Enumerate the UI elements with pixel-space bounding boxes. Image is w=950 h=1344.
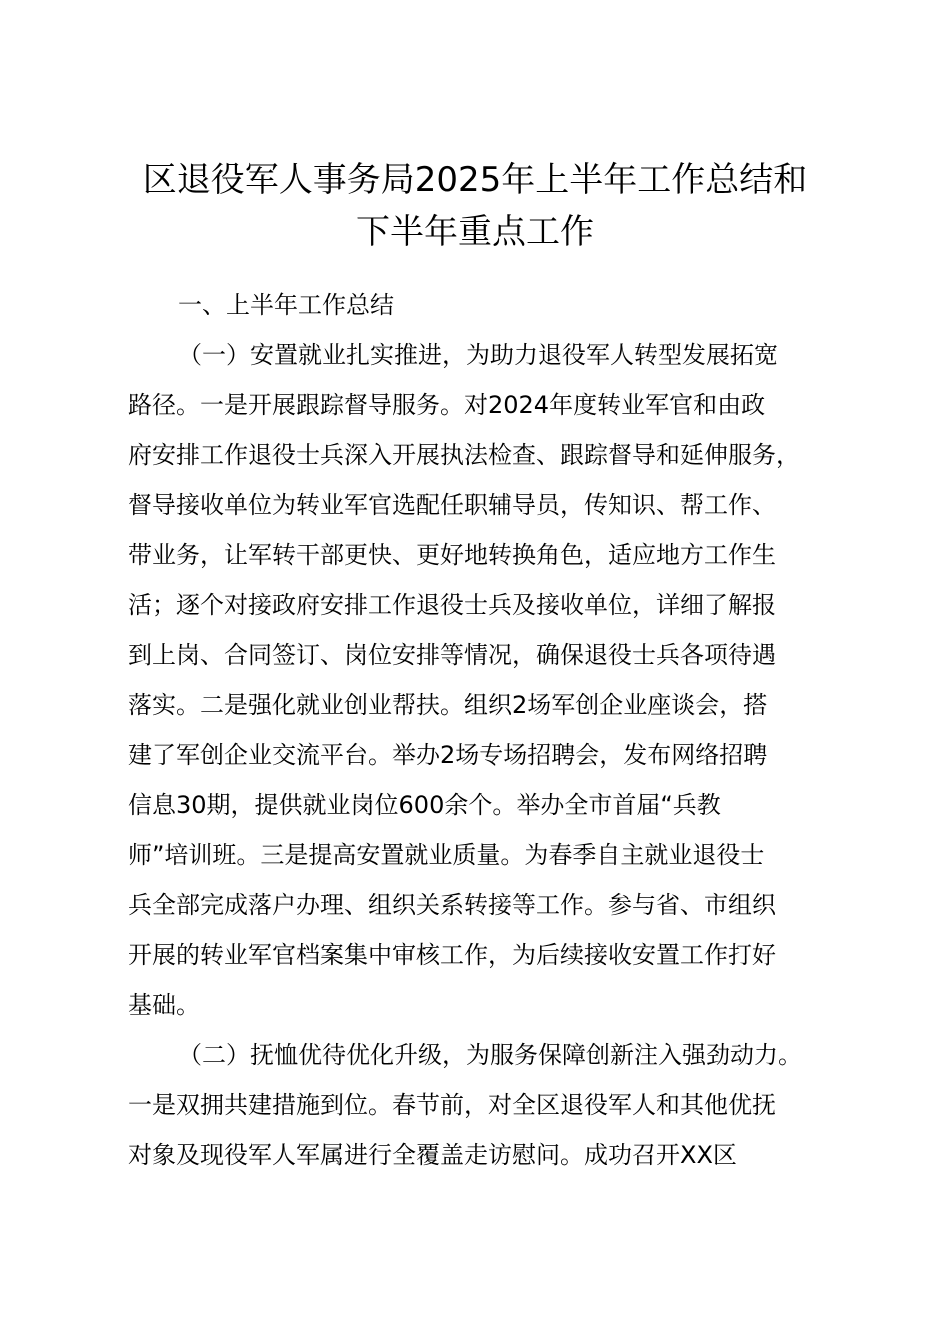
- document-title-line-2: 下半年重点工作: [356, 212, 594, 252]
- paragraph-line: 活；逐个对接政府安排工作退役士兵及接收单位，详细了解报: [128, 591, 776, 619]
- paragraph-line: 一是双拥共建措施到位。春节前，对全区退役军人和其他优抚: [128, 1091, 776, 1119]
- paragraph-line: 开展的转业军官档案集中审核工作，为后续接收安置工作打好: [128, 941, 776, 969]
- section-heading: 一、上半年工作总结: [178, 291, 394, 319]
- paragraph-line: 带业务，让军转干部更快、更好地转换角色，适应地方工作生: [128, 541, 776, 569]
- paragraph-line: 督导接收单位为转业军官选配任职辅导员，传知识、帮工作、: [128, 491, 776, 519]
- document-title-line-1: 区退役军人事务局2025年上半年工作总结和: [142, 160, 808, 200]
- paragraph-line: 兵全部完成落户办理、组织关系转接等工作。参与省、市组织: [128, 891, 776, 919]
- paragraph-line: 对象及现役军人军属进行全覆盖走访慰问。成功召开XX区: [128, 1141, 737, 1169]
- paragraph-line: 路径。一是开展跟踪督导服务。对2024年度转业军官和由政: [128, 391, 766, 419]
- paragraph-line: 落实。二是强化就业创业帮扶。组织2场军创企业座谈会，搭: [128, 691, 768, 719]
- paragraph-line: 府安排工作退役士兵深入开展执法检查、跟踪督导和延伸服务，: [128, 441, 800, 469]
- paragraph-line: 建了军创企业交流平台。举办2场专场招聘会，发布网络招聘: [128, 741, 768, 769]
- paragraph-line: 到上岗、合同签订、岗位安排等情况，确保退役士兵各项待遇: [128, 641, 776, 669]
- paragraph-line: 基础。: [128, 991, 200, 1019]
- paragraph-line: （二）抚恤优待优化升级，为服务保障创新注入强劲动力。: [178, 1041, 802, 1069]
- paragraph-line: 师”培训班。三是提高安置就业质量。为春季自主就业退役士: [128, 841, 765, 869]
- paragraph-line: 信息30期，提供就业岗位600余个。举办全市首届“兵教: [128, 791, 721, 819]
- paragraph-line: （一）安置就业扎实推进，为助力退役军人转型发展拓宽: [178, 341, 778, 369]
